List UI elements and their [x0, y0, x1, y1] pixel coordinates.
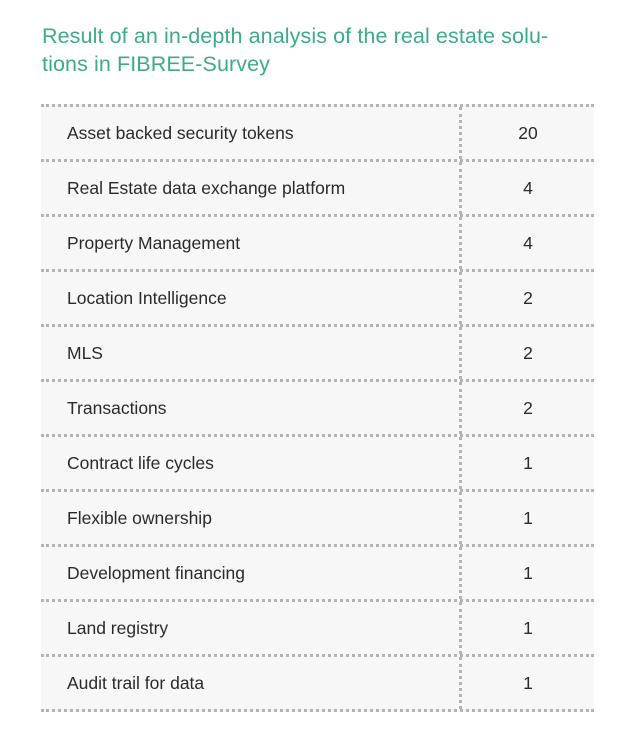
- solution-label: Audit trail for data: [67, 673, 205, 693]
- results-table: [41, 104, 594, 712]
- table-row: [41, 544, 594, 599]
- table-row: [41, 379, 594, 434]
- solution-count: 4: [523, 233, 533, 253]
- table-row: [41, 654, 594, 712]
- solution-count: 20: [518, 123, 538, 143]
- solution-count: 1: [523, 453, 533, 473]
- table-row: [41, 434, 594, 489]
- table-row: [41, 599, 594, 654]
- solution-count: 1: [523, 508, 533, 528]
- solution-label: Contract life cycles: [67, 453, 214, 473]
- table-row: [41, 324, 594, 379]
- solution-count: 4: [523, 178, 533, 198]
- solution-label: MLS: [67, 343, 103, 363]
- solution-label: Transactions: [67, 398, 167, 418]
- solution-count: 2: [523, 398, 533, 418]
- solution-label: Location Intelligence: [67, 288, 227, 308]
- table-row: [41, 104, 594, 159]
- table-row: [41, 214, 594, 269]
- solution-label: Asset backed security tokens: [67, 123, 294, 143]
- solution-label: Land registry: [67, 618, 169, 638]
- solution-label: Property Management: [67, 233, 241, 253]
- solution-label: Real Estate data exchange platform: [67, 178, 346, 198]
- solution-label: Flexible ownership: [67, 508, 212, 528]
- solution-count: 2: [523, 288, 533, 308]
- solution-label: Development financing: [67, 563, 246, 583]
- solution-count: 1: [523, 563, 533, 583]
- page-title: [42, 22, 587, 78]
- table-row: [41, 159, 594, 214]
- solution-count: 1: [523, 673, 533, 693]
- solution-count: 2: [523, 343, 533, 363]
- table-row: [41, 269, 594, 324]
- solution-count: 1: [523, 618, 533, 638]
- title-line-1: Result of an in-depth analysis of the real estate solu-: [42, 24, 549, 48]
- table-row: [41, 489, 594, 544]
- title-line-2: tions in FIBREE-Survey: [42, 52, 271, 76]
